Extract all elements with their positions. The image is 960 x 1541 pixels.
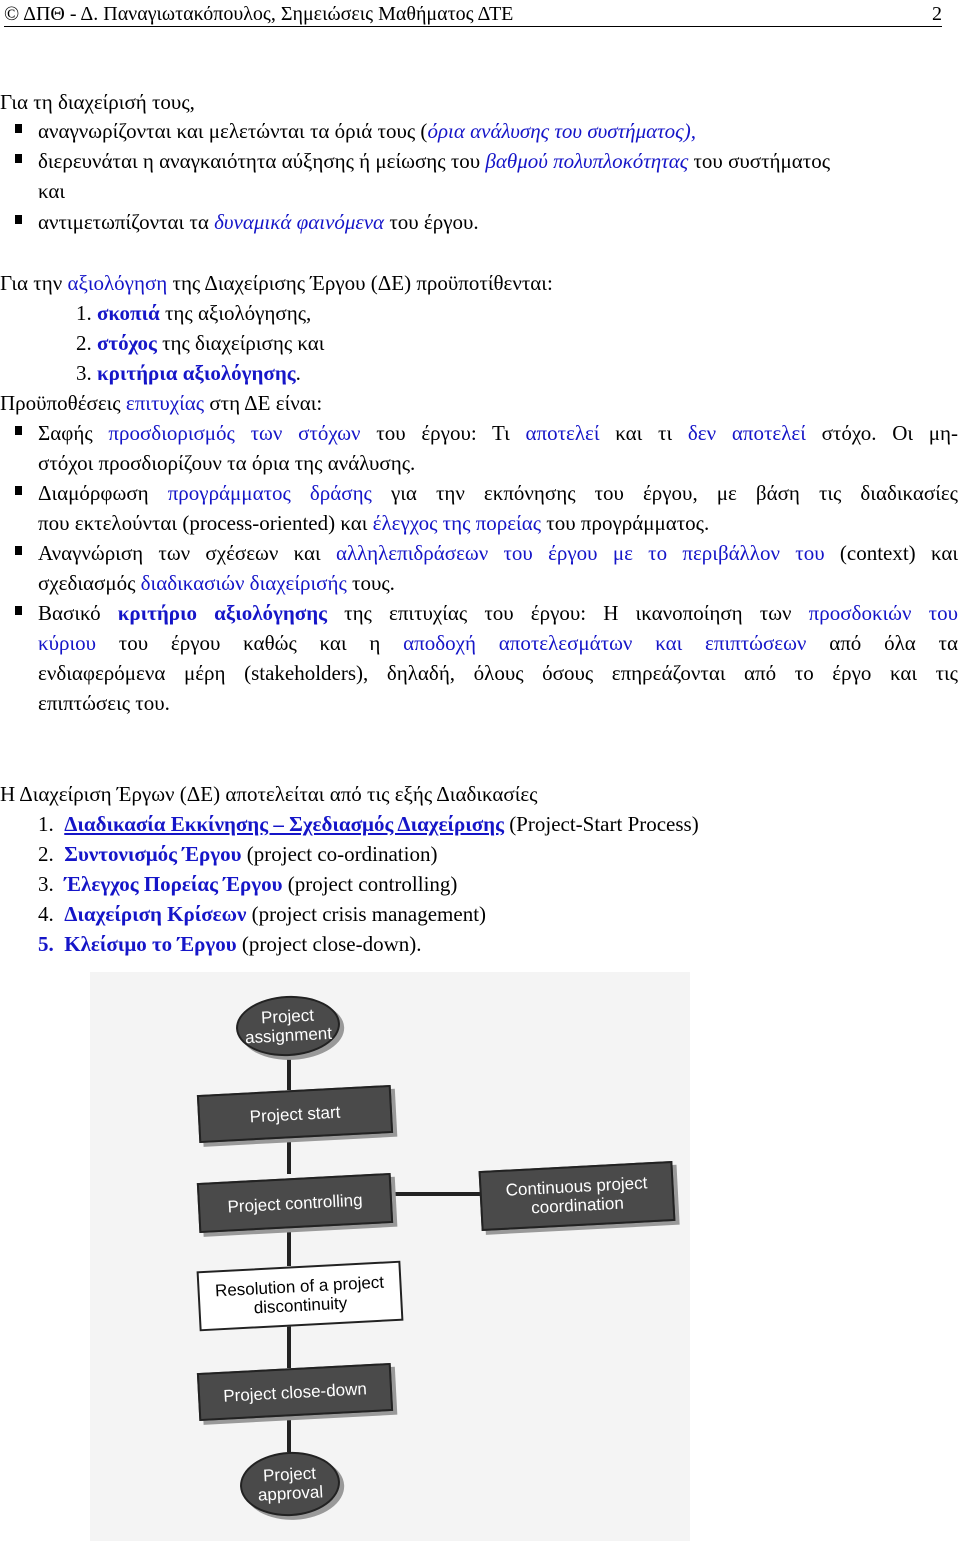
arrow-icon (287, 1322, 291, 1368)
arrow-icon (287, 1134, 291, 1174)
cond-2-line-1: Διαμόρφωση προγράμματος δράσης για την εκπόνησης του έργου, με βάση τις διαδικασίες (38, 481, 959, 505)
process-flow-diagram (90, 972, 690, 1541)
eval-item-2: 2. στόχος της διαχείρισης και (76, 331, 325, 355)
arrow-icon (287, 1412, 291, 1452)
bullet-icon (15, 426, 22, 435)
mgmt-intro: Για τη διαχείρισή τους, (0, 90, 195, 114)
mgmt-bullet-1: αναγνωρίζονται και μελετώνται τα όριά τους (όρια ανάλυσης του συστήματος), (38, 119, 696, 143)
cond-1-line-2: στόχοι προσδιορίζουν τα όρια της ανάλυσης. (38, 451, 416, 475)
bullet-icon (15, 486, 22, 495)
cond-1-line-1: Σαφής προσδιορισμός των στόχων του έργου: Τι αποτελεί και τι δεν αποτελεί στόχο. Οι μη- (38, 421, 958, 445)
proc-item-4: 4. Διαχείριση Κρίσεων (project crisis management) (38, 902, 487, 926)
mgmt-bullet-3: αντιμετωπίζονται τα δυναμικά φαινόμενα του έργου. (38, 210, 479, 234)
cond-4-line-1: Βασικό κριτήριο αξιολόγησης της επιτυχίας του έργου: Η ικανοποίηση των προσδοκιών του (38, 601, 958, 625)
bullet-icon (15, 546, 22, 555)
page-number: 2 (932, 3, 942, 25)
bullet-icon (15, 124, 22, 133)
cond-2-line-2: που εκτελούνται (process-oriented) και έλεγχος της πορείας του προγράμματος. (38, 511, 710, 535)
proc-item-1: 1. Διαδικασία Εκκίνησης – Σχεδιασμός Διαχείρισης (Project-Start Process) (38, 812, 699, 836)
proc-item-2: 2. Συντονισμός Έργου (project co-ordination) (38, 842, 438, 866)
box-project-approval: Project approval (238, 1449, 341, 1518)
success-intro: Προϋποθέσεις επιτυχίας στη ΔΕ είναι: (0, 391, 323, 415)
eval-item-3: 3. κριτήρια αξιολόγησης. (76, 361, 301, 385)
cond-4-line-2: κύριου του έργου καθώς και η αποδοχή αποτελεσμάτων και επιπτώσεων από όλα τα (38, 631, 958, 655)
eval-intro: Για την αξιολόγηση της Διαχείρισης Έργου (ΔΕ) προϋποτίθενται: (0, 271, 553, 295)
proc-item-3: 3. Έλεγχος Πορείας Έργου (project controlling) (38, 872, 458, 896)
box-continuous-coordination: Continuous project coordination (479, 1161, 676, 1231)
proc-item-5: 5. Κλείσιμο το Έργου (project close-down). (38, 932, 422, 956)
box-resolution-discontinuity: Resolution of a project discontinuity (197, 1261, 404, 1332)
cond-3-line-2: σχεδιασμός διαδικασιών διαχείρισής τους. (38, 571, 395, 595)
cond-4-line-4: επιπτώσεις του. (38, 691, 170, 715)
header-title: © ΔΠΘ - Δ. Παναγιωτακόπουλος, Σημειώσεις Μαθήματος ΔΤΕ (4, 3, 514, 25)
eval-item-1: 1. σκοπιά της αξιολόγησης, (76, 301, 312, 325)
bullet-icon (15, 154, 22, 163)
cond-4-line-3: ενδιαφερόμενα μέρη (stakeholders), δηλαδή, όλους όσους επηρεάζονται από το έργο και τις (38, 661, 958, 685)
box-project-close-down: Project close-down (197, 1363, 393, 1421)
mgmt-bullet-2: διερευνάται η αναγκαιότητα αύξησης ή μείωσης του βαθμού πολυπλοκότητας του συστήματος (38, 149, 831, 173)
mgmt-bullet-2-cont: και (38, 179, 66, 203)
bullet-icon (15, 606, 22, 615)
cond-3-line-1: Αναγνώριση των σχέσεων και αλληλεπιδράσεων του έργου με το περιβάλλον του (context) και (38, 541, 959, 565)
box-project-controlling: Project controlling (197, 1173, 393, 1233)
proc-intro: Η Διαχείριση Έργων (ΔΕ) αποτελείται από τις εξής Διαδικασίες (0, 782, 538, 806)
arrow-icon (287, 1224, 291, 1266)
box-project-start: Project start (197, 1085, 393, 1143)
page-header (4, 0, 942, 27)
bullet-icon (15, 215, 22, 224)
box-project-assignment: Project assignment (235, 993, 342, 1058)
arrow-icon (390, 1192, 480, 1196)
